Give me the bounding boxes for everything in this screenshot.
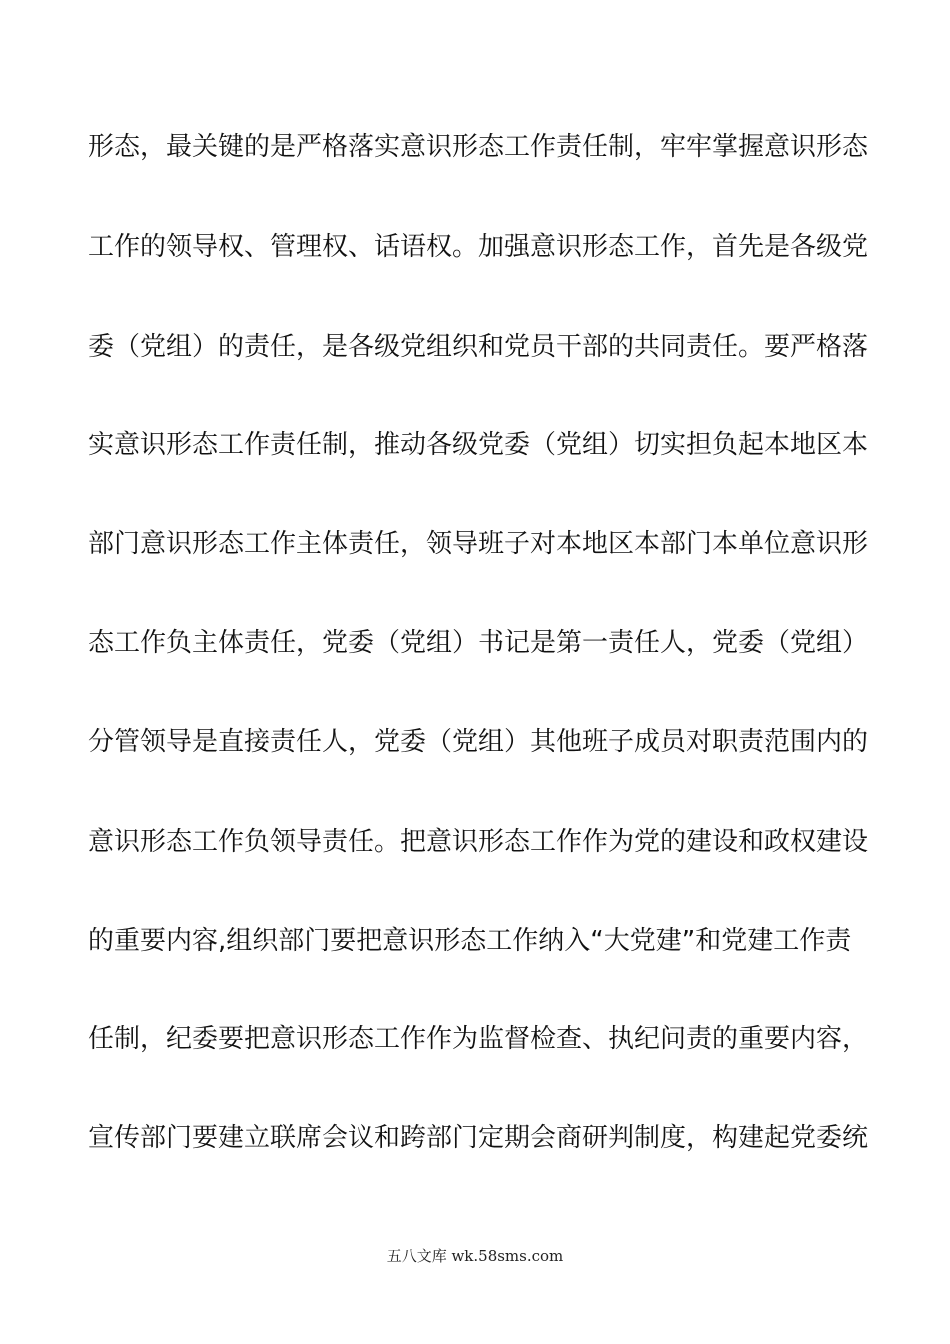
body-text-line: 任制，纪委要把意识形态工作作为监督检查、执纪问责的重要内容，: [88, 1024, 869, 1054]
body-text-line: 工作的领导权、管理权、话语权。加强意识形态工作，首先是各级党: [88, 232, 869, 262]
body-text-line: 委（党组）的责任，是各级党组织和党员干部的共同责任。要严格落: [88, 332, 869, 362]
footer-watermark: 五八文库 wk.58sms.com: [386, 1247, 564, 1265]
body-text-line: 分管领导是直接责任人，党委（党组）其他班子成员对职责范围内的: [88, 727, 869, 757]
body-text-line: 部门意识形态工作主体责任，领导班子对本地区本部门本单位意识形: [88, 529, 869, 559]
body-text-line: 的重要内容,组织部门要把意识形态工作纳入“大党建”和党建工作责: [88, 926, 852, 956]
body-text-line: 形态，最关键的是严格落实意识形态工作责任制，牢牢掌握意识形态: [88, 132, 869, 162]
body-text-line: 实意识形态工作责任制，推动各级党委（党组）切实担负起本地区本: [88, 430, 869, 460]
body-text-line: 意识形态工作负领导责任。把意识形态工作作为党的建设和政权建设: [88, 827, 869, 857]
body-text-line: 宣传部门要建立联席会议和跨部门定期会商研判制度，构建起党委统: [88, 1123, 869, 1153]
body-text-line: 态工作负主体责任，党委（党组）书记是第一责任人，党委（党组）: [88, 628, 869, 658]
